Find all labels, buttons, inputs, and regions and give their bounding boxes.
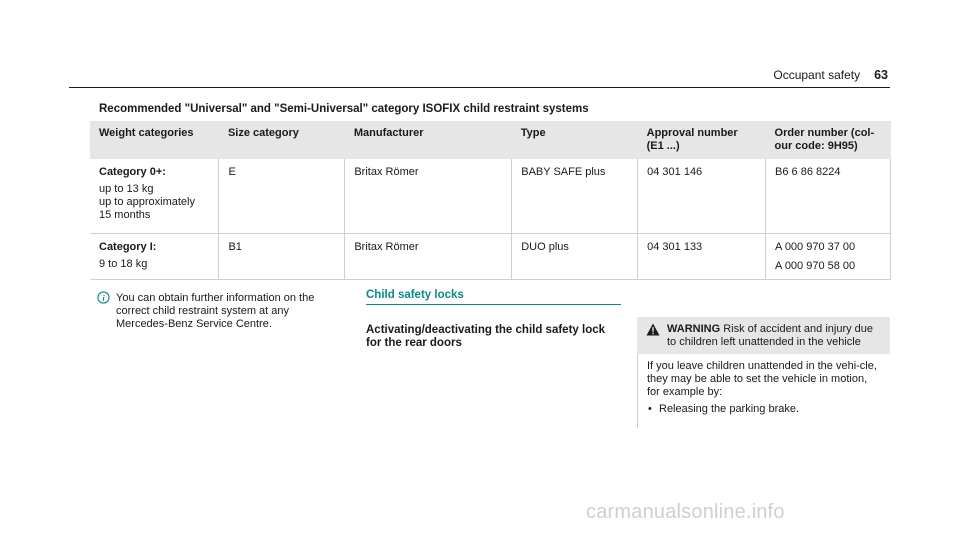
page-number: 63 xyxy=(874,68,888,82)
child-safety-section xyxy=(366,289,621,350)
warning-headline: Risk of accident and injury due to children left unattended in the vehicle xyxy=(667,323,874,348)
col-header-manufacturer: Manufacturer xyxy=(345,121,512,159)
col-header-weight: Weight categories xyxy=(90,121,219,159)
page-header xyxy=(773,68,888,82)
isofix-table xyxy=(90,121,891,280)
subsection-heading: Activating/deactivating the child safety lock for the rear doors xyxy=(366,324,606,349)
cell-weight: Category I: 9 to 18 kg xyxy=(90,233,219,279)
warning-header xyxy=(637,317,890,354)
header-rule xyxy=(69,87,890,88)
table-row xyxy=(90,233,891,279)
cell-approval: 04 301 146 xyxy=(638,159,766,233)
cell-weight: Category 0+: up to 13 kg up to approximately 15 months xyxy=(90,159,219,233)
table-header-row xyxy=(90,121,891,159)
info-text: You can obtain further information on the correct child restraint system at any Mercedes-Benz Service Centre. xyxy=(116,292,315,330)
cell-type: BABY SAFE plus xyxy=(512,159,638,233)
col-header-order: Order number (col- our code: 9H95) xyxy=(766,121,891,159)
watermark: carmanualsonline.info xyxy=(586,501,785,523)
cell-type: DUO plus xyxy=(512,233,638,279)
col-header-approval: Approval number (E1 ...) xyxy=(638,121,766,159)
warning-box xyxy=(637,317,890,428)
cell-manufacturer: Britax Römer xyxy=(345,233,512,279)
warning-triangle-icon xyxy=(646,323,660,336)
cell-size: B1 xyxy=(219,233,345,279)
warning-text: If you leave children unattended in the vehi-cle, they may be able to set the vehicle in motion, for example by: xyxy=(647,360,877,398)
table-title: Recommended "Universal" and "Semi-Universal" category ISOFIX child restraint systems xyxy=(99,103,589,115)
cell-size: E xyxy=(219,159,345,233)
info-icon xyxy=(97,291,110,304)
cell-approval: 04 301 133 xyxy=(638,233,766,279)
warning-list xyxy=(647,403,881,416)
cell-order: B6 6 86 8224 xyxy=(766,159,891,233)
svg-text:i: i xyxy=(102,293,105,303)
warning-label: WARNING xyxy=(667,323,721,335)
section-title: Occupant safety xyxy=(773,68,861,82)
cell-manufacturer: Britax Römer xyxy=(345,159,512,233)
col-header-type: Type xyxy=(512,121,638,159)
list-item: • Releasing the parking brake. xyxy=(647,403,881,416)
cell-order: A 000 970 37 00 A 000 970 58 00 xyxy=(766,233,891,279)
col-header-size: Size category xyxy=(219,121,345,159)
section-heading: Child safety locks xyxy=(366,289,621,305)
table-row xyxy=(90,159,891,233)
info-note xyxy=(97,292,337,331)
warning-body xyxy=(637,354,890,428)
